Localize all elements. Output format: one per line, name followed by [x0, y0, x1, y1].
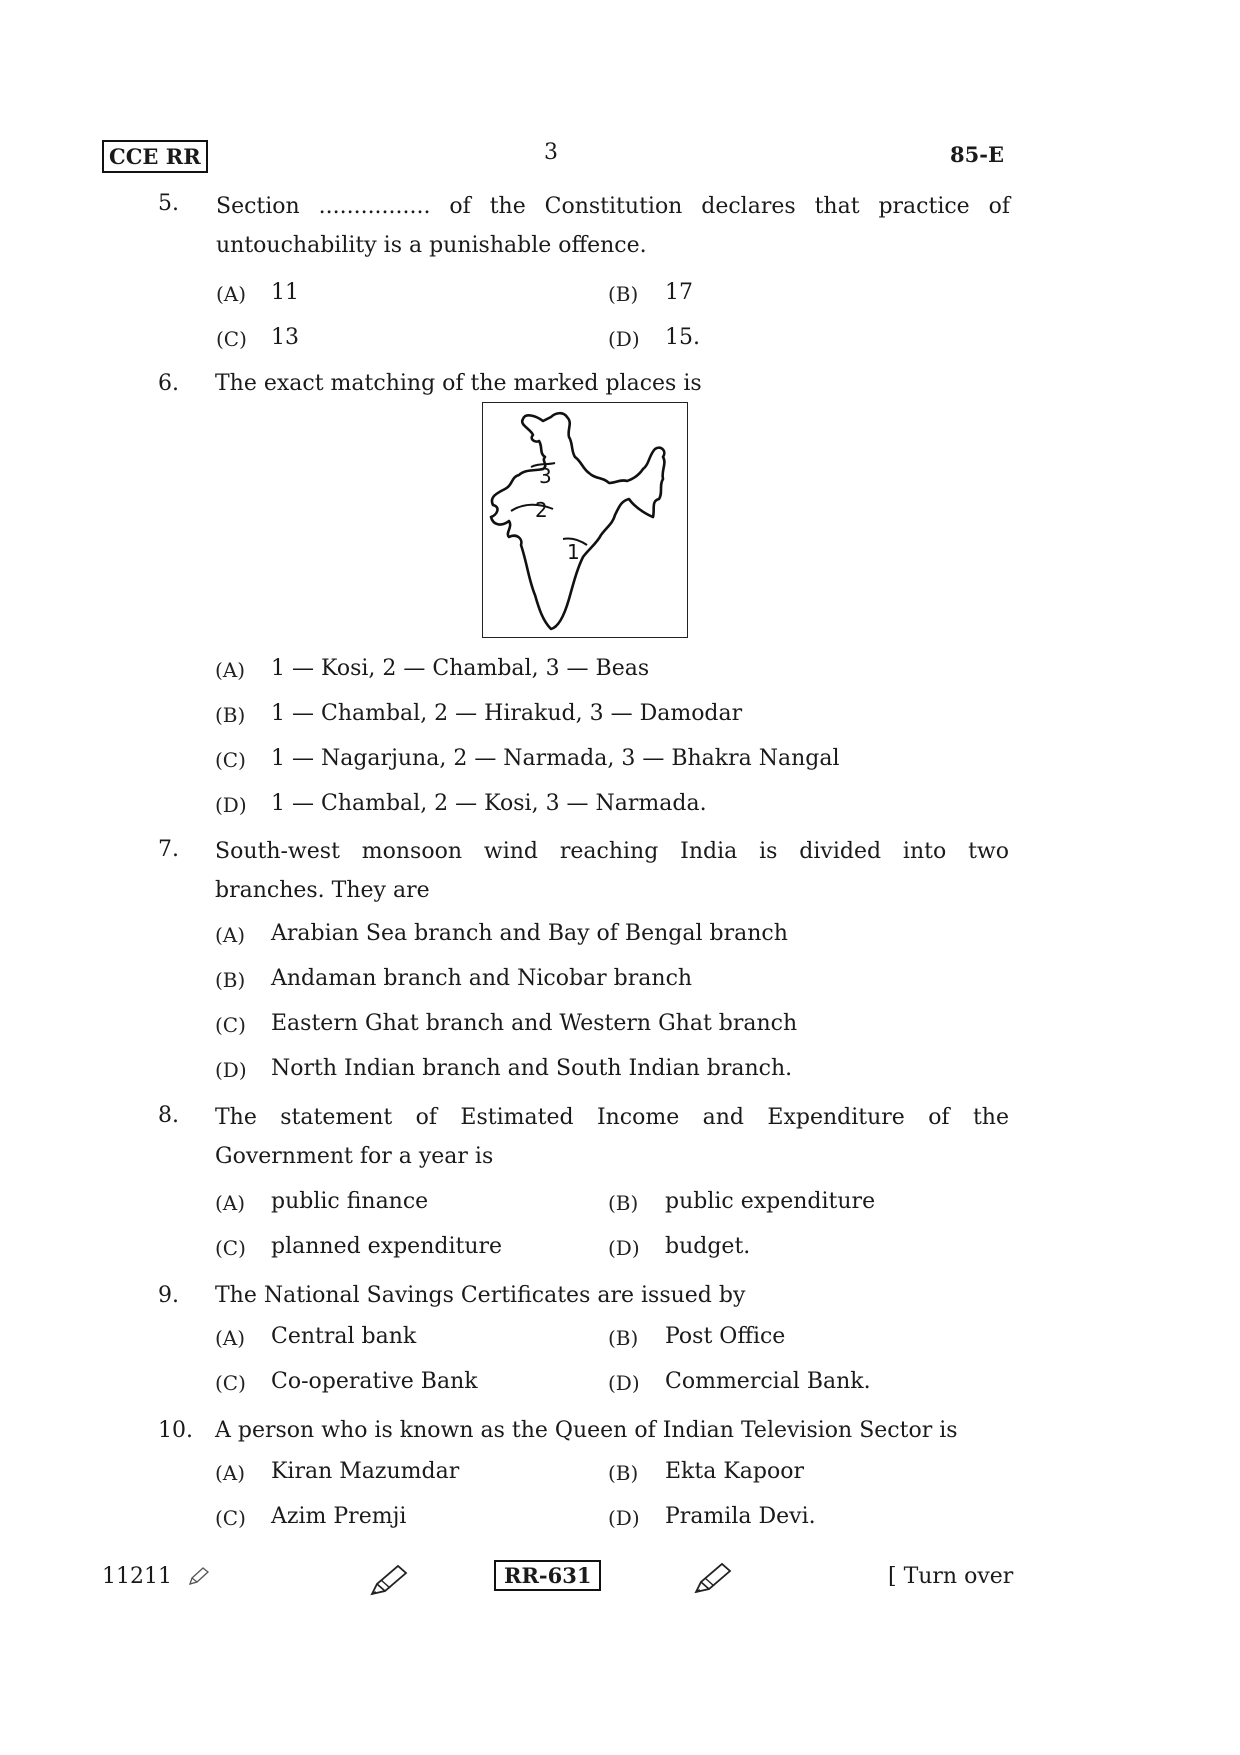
- option-label: (D): [608, 1506, 640, 1530]
- option-label: (C): [215, 748, 246, 772]
- option-label: (C): [215, 1236, 246, 1260]
- option-text: 13: [271, 325, 299, 350]
- map-mark-3: 3: [539, 464, 552, 488]
- option-label: (B): [215, 703, 246, 727]
- option-text: Central bank: [271, 1324, 417, 1349]
- india-outline-map: [483, 403, 687, 637]
- question-text: The exact matching of the marked places is: [215, 371, 702, 396]
- header-paper-code: 85-E: [950, 142, 1004, 167]
- option-label: (D): [215, 793, 247, 817]
- header-exam-code: CCE RR: [102, 140, 208, 173]
- option-label: (D): [215, 1058, 247, 1082]
- question-number: 7.: [158, 837, 179, 862]
- option-label: (B): [608, 1461, 639, 1485]
- question-text-cont: branches. They are: [215, 878, 430, 903]
- option-label: (B): [608, 1326, 639, 1350]
- question-text-cont: Government for a year is: [215, 1144, 494, 1169]
- question-number: 6.: [158, 371, 179, 396]
- option-text: public expenditure: [665, 1189, 876, 1214]
- option-label: (A): [215, 1461, 246, 1485]
- footer-booklet-code: RR-631: [494, 1560, 601, 1591]
- footer-serial-code: 11211: [102, 1564, 172, 1589]
- question-text: South-west monsoon wind reaching India is divided into two: [215, 839, 1009, 864]
- option-text: Arabian Sea branch and Bay of Bengal branch: [271, 921, 788, 946]
- option-text: Post Office: [665, 1324, 786, 1349]
- map-mark-1: 1: [567, 540, 580, 564]
- option-text: budget.: [665, 1234, 751, 1259]
- question-number: 8.: [158, 1103, 179, 1128]
- option-label: (B): [215, 968, 246, 992]
- option-text: Kiran Mazumdar: [271, 1459, 460, 1484]
- question-text-cont: untouchability is a punishable offence.: [216, 233, 647, 258]
- option-text: Co-operative Bank: [271, 1369, 478, 1394]
- pen-icon: [368, 1562, 410, 1602]
- option-text: 1 — Chambal, 2 — Kosi, 3 — Narmada.: [271, 791, 707, 816]
- option-label: (A): [215, 658, 246, 682]
- option-text: Commercial Bank.: [665, 1369, 871, 1394]
- option-text: Ekta Kapoor: [665, 1459, 804, 1484]
- option-label: (A): [215, 1326, 246, 1350]
- option-label: (D): [608, 1236, 640, 1260]
- question-text: A person who is known as the Queen of Indian Television Sector is: [215, 1418, 958, 1443]
- option-label: (A): [215, 1191, 246, 1215]
- option-text: 15.: [665, 325, 700, 350]
- option-text: public finance: [271, 1189, 429, 1214]
- option-label: (C): [215, 1506, 246, 1530]
- option-text: Pramila Devi.: [665, 1504, 816, 1529]
- option-label: (C): [215, 1013, 246, 1037]
- option-label: (C): [216, 327, 247, 351]
- turn-over-note: [ Turn over: [888, 1564, 1014, 1589]
- option-label: (C): [215, 1371, 246, 1395]
- option-label: (B): [608, 282, 639, 306]
- option-text: Andaman branch and Nicobar branch: [271, 966, 693, 991]
- option-label: (D): [608, 1371, 640, 1395]
- option-text: North Indian branch and South Indian branch.: [271, 1056, 793, 1081]
- question-text: Section ................ of the Constitution declares that practice of: [216, 194, 1010, 219]
- question-number: 9.: [158, 1283, 179, 1308]
- option-text: 11: [271, 280, 299, 305]
- option-text: 1 — Kosi, 2 — Chambal, 3 — Beas: [271, 656, 650, 681]
- pen-icon: [692, 1560, 734, 1600]
- option-label: (D): [608, 327, 640, 351]
- option-label: (A): [216, 282, 247, 306]
- option-label: (A): [215, 923, 246, 947]
- option-text: planned expenditure: [271, 1234, 503, 1259]
- question-text: The statement of Estimated Income and Expenditure of the: [215, 1105, 1009, 1130]
- india-boundary: [491, 413, 664, 629]
- option-text: 1 — Chambal, 2 — Hirakud, 3 — Damodar: [271, 701, 743, 726]
- option-text: Azim Premji: [271, 1504, 407, 1529]
- option-text: 17: [665, 280, 693, 305]
- pencil-icon: [188, 1566, 210, 1590]
- india-map-figure: [482, 402, 688, 638]
- question-number: 10.: [158, 1418, 193, 1443]
- question-text: The National Savings Certificates are issued by: [215, 1283, 746, 1308]
- page-number: 3: [544, 140, 558, 165]
- option-text: 1 — Nagarjuna, 2 — Narmada, 3 — Bhakra Nangal: [271, 746, 840, 771]
- question-number: 5.: [158, 191, 179, 216]
- option-label: (B): [608, 1191, 639, 1215]
- map-mark-2: 2: [535, 498, 548, 522]
- option-text: Eastern Ghat branch and Western Ghat branch: [271, 1011, 798, 1036]
